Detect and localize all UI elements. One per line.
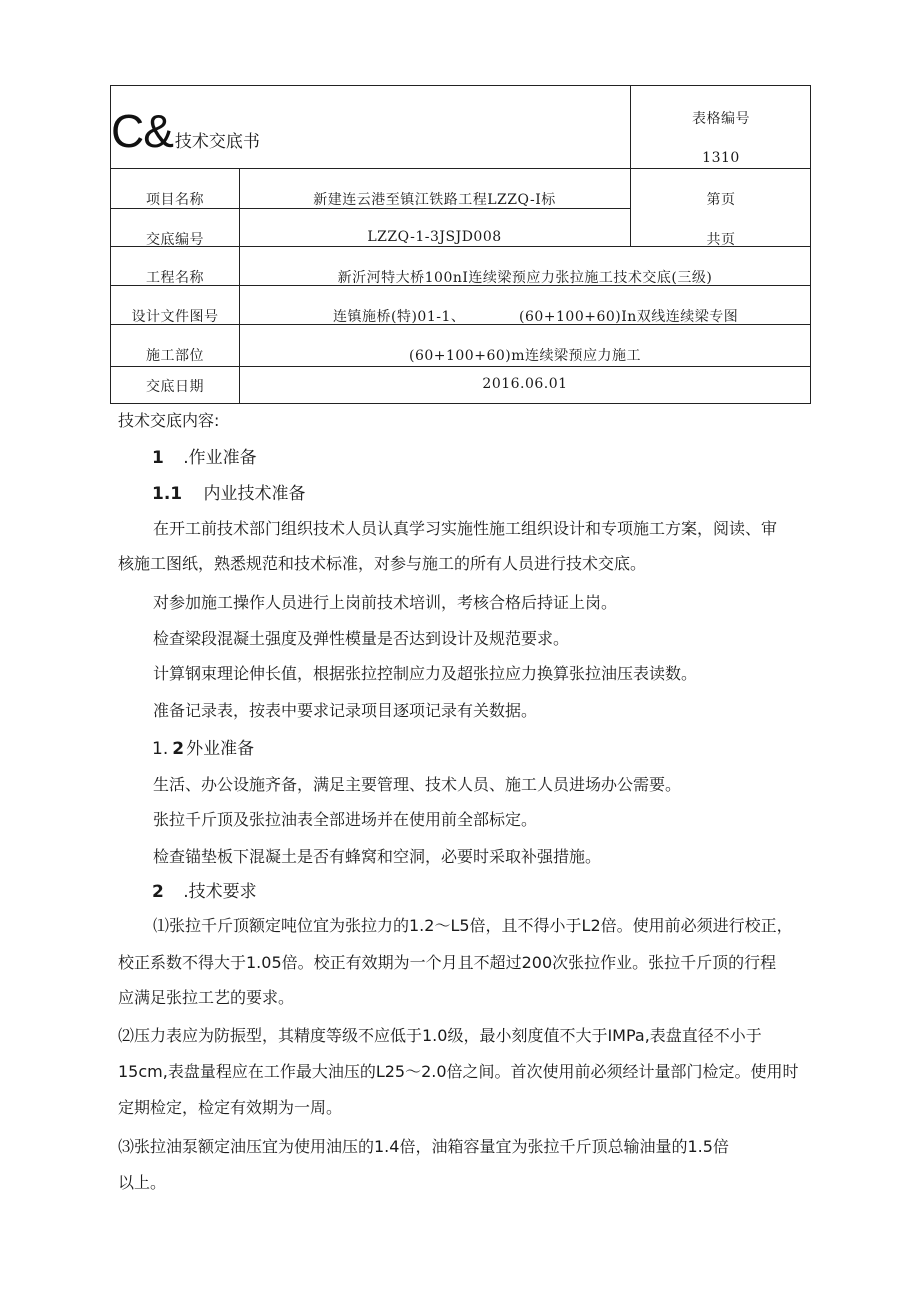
paragraph-line: 在开工前技术部门组织技术人员认真学习实施性施工组织设计和专项施工方案，阅读、审	[153, 519, 778, 538]
disclosure-date-value: 2016.06.01	[482, 376, 568, 392]
project-name-value: 新建连云港至镇江铁路工程LZZQ-I标	[313, 192, 556, 208]
content-intro: 技术交底内容:	[118, 411, 220, 430]
work-name-label: 工程名称	[146, 270, 204, 286]
disclosure-number-label: 交底编号	[146, 232, 204, 248]
disclosure-number-value: LZZQ-1-3JSJD008	[367, 229, 502, 245]
paragraph-line: 核施工图纸，熟悉规范和技术标准，对参与施工的所有人员进行技术交底。	[118, 554, 647, 573]
form-number-value: 1310	[702, 150, 740, 166]
section-title: 内业技术准备	[203, 484, 306, 504]
section-number: 1.1	[152, 484, 183, 504]
paragraph: 对参加施工操作人员进行上岗前技术培训，考核合格后持证上岗。	[153, 593, 618, 612]
page-number-label: 第页	[706, 192, 736, 208]
section-number: 2	[152, 882, 164, 902]
construction-site-label: 施工部位	[146, 348, 204, 364]
work-name-value: 新沂河特大桥100nI连续梁预应力张拉施工技术交底(三级)	[337, 270, 713, 286]
table-rule	[111, 366, 811, 367]
section-title: .技术要求	[183, 882, 257, 902]
paragraph: 检查锚垫板下混凝土是否有蜂窝和空洞，必要时采取补强措施。	[153, 847, 602, 866]
table-rule	[111, 168, 811, 169]
design-doc-value-a: 连镇施桥(特)01-1、	[333, 309, 466, 325]
section-heading-1-1	[152, 479, 306, 504]
total-pages-label: 共页	[706, 232, 736, 248]
design-doc-value-b: (60+100+60)In双线连续梁专图	[519, 309, 739, 325]
section-number: 2	[172, 739, 185, 759]
paragraph: 计算钢束理论伸长值，根据张拉控制应力及超张拉应力换算张拉油压表读数。	[153, 664, 698, 683]
logo-mark: C&	[111, 105, 173, 157]
paragraph: 检查梁段混凝土强度及弹性模量是否达到设计及规范要求。	[153, 629, 570, 648]
disclosure-header-table	[110, 85, 811, 404]
requirement-1-line: ⑴张拉千斤顶额定吨位宜为张拉力的1.2〜L5倍，且不得小于L2倍。使用前必须进行校正，	[153, 916, 793, 935]
project-name-label: 项目名称	[146, 192, 204, 208]
paragraph: 准备记录表，按表中要求记录项目逐项记录有关数据。	[153, 701, 538, 720]
form-number-label: 表格编号	[692, 111, 750, 127]
section-heading-2	[152, 877, 257, 902]
section-heading-1-2	[152, 734, 254, 759]
requirement-2-line: 定期检定，检定有效期为一周。	[118, 1098, 343, 1117]
section-number: 1	[152, 448, 164, 468]
construction-site-value: (60+100+60)m连续梁预应力施工	[408, 348, 641, 364]
requirement-3-line: 以上。	[118, 1173, 167, 1192]
document-logo	[111, 105, 260, 157]
section-title: 外业准备	[186, 739, 255, 759]
section-number-prefix: 1.	[152, 739, 169, 759]
requirement-3-line: ⑶张拉油泵额定油压宜为使用油压的1.4倍，油箱容量宜为张拉千斤顶总输油量的1.5倍	[118, 1137, 729, 1156]
paragraph: 生活、办公设施齐备，满足主要管理、技术人员、施工人员进场办公需要。	[153, 775, 682, 794]
design-doc-label: 设计文件图号	[131, 309, 219, 325]
requirement-2-line: ⑵压力表应为防振型，其精度等级不应低于1.0级，最小刻度值不大于IMPa,表盘直径不小于	[118, 1026, 762, 1045]
disclosure-date-label: 交底日期	[146, 379, 204, 395]
requirement-2-line: 15cm,表盘量程应在工作最大油压的L25〜2.0倍之间。首次使用前必须经计量部门检定。使用时	[118, 1062, 799, 1081]
section-heading-1	[152, 443, 257, 468]
requirement-1-line: 应满足张拉工艺的要求。	[118, 988, 295, 1007]
requirement-1-line: 校正系数不得大于1.05倍。校正有效期为一个月且不超过200次张拉作业。张拉千斤顶的行程	[118, 953, 777, 972]
document-title: 技术交底书	[174, 132, 260, 152]
paragraph: 张拉千斤顶及张拉油表全部进场并在使用前全部标定。	[153, 810, 538, 829]
section-title: .作业准备	[183, 448, 257, 468]
